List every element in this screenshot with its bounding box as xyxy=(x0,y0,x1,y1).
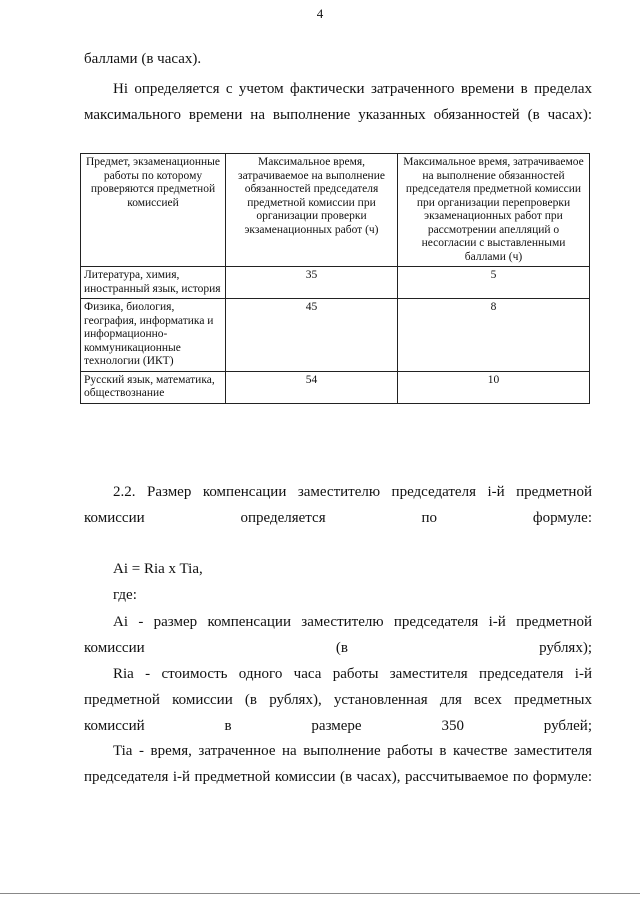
table-row xyxy=(81,267,590,299)
recheck-hours-cell: 10 xyxy=(398,371,590,403)
section-2-2-paragraph: 2.2. Размер компенсации заместителю председателя i-й предметной комиссии определяется по формуле: xyxy=(84,484,592,526)
definition-ai: Ai - размер компенсации заместителю председателя i-й предметной комиссии (в рублях); xyxy=(84,614,592,656)
duties-table xyxy=(80,153,590,404)
definition-ria: Ria - стоимость одного часа работы заместителя председателя i-й предметной комиссии (в рублях), установленная для всех предметных комиссий в размере 350 рублей; xyxy=(84,666,592,734)
page-bottom-rule xyxy=(0,893,640,894)
continuation-line: баллами (в часах). xyxy=(84,51,202,67)
header-recheck-time: Максимальное время, затрачиваемое на выполнение обязанностей председателя предметной комиссии при организации перепроверки экзаменационных работ при рассмотрении апелляций о несогласии с выставленными баллами (ч) xyxy=(398,154,590,267)
subject-cell: Физика, биология, география, информатика и информационно-коммуникационные технологии (ИКТ) xyxy=(81,299,226,372)
table-row xyxy=(81,299,590,372)
table-header-row xyxy=(81,154,590,267)
page-number: 4 xyxy=(316,6,324,21)
where-label: где: xyxy=(113,587,137,603)
table-row xyxy=(81,371,590,403)
subject-cell: Литература, химия, иностранный язык, история xyxy=(81,267,226,299)
definition-tia: Tia - время, затраченное на выполнение работы в качестве заместителя председателя i-й предметной комиссии (в часах), рассчитываемое по формуле: xyxy=(84,743,592,785)
hi-paragraph: Hi определяется с учетом фактически затраченного времени в пределах максимального времени на выполнение указанных обязанностей (в часах): xyxy=(84,81,592,123)
formula: Ai = Ria x Tia, xyxy=(113,561,203,577)
check-hours-cell: 45 xyxy=(226,299,398,372)
check-hours-cell: 54 xyxy=(226,371,398,403)
recheck-hours-cell: 5 xyxy=(398,267,590,299)
check-hours-cell: 35 xyxy=(226,267,398,299)
header-subject: Предмет, экзаменационные работы по которому проверяются предметной комиссией xyxy=(81,154,226,267)
subject-cell: Русский язык, математика, обществознание xyxy=(81,371,226,403)
header-check-time: Максимальное время, затрачиваемое на выполнение обязанностей председателя предметной комиссии при организации проверки экзаменационных работ (ч) xyxy=(226,154,398,267)
recheck-hours-cell: 8 xyxy=(398,299,590,372)
